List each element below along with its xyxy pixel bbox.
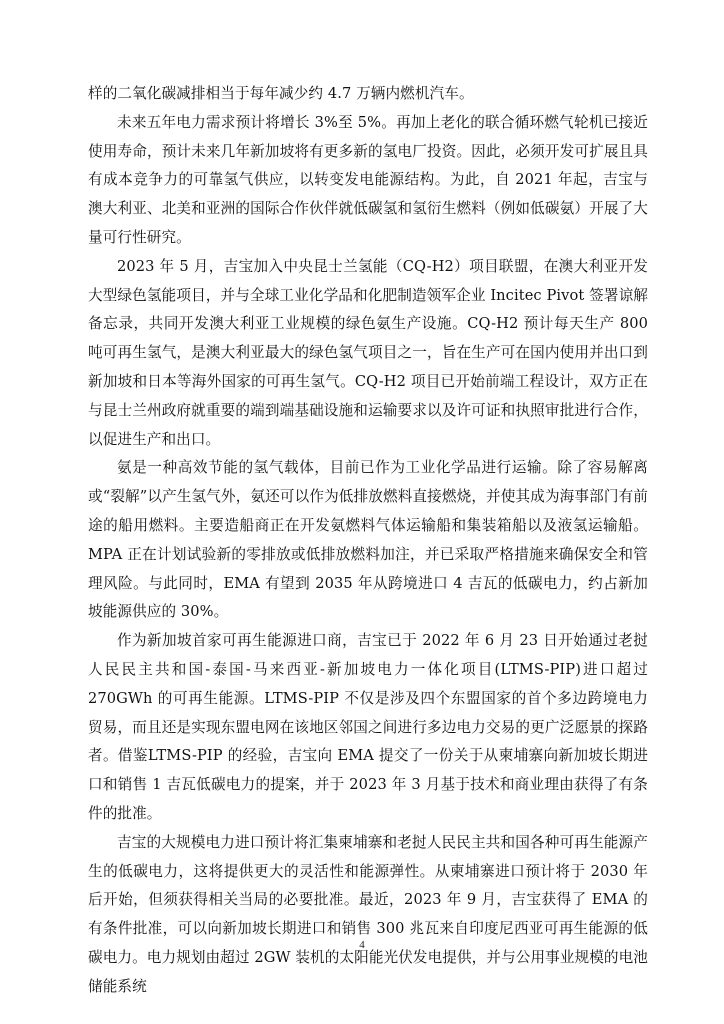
paragraph-ammonia: 氨是一种高效节能的氢气载体，目前已作为工业化学品进行运输。除了容易解离或“裂解”以产生氢气外，氨还可以作为低排放燃料直接燃烧，并使其成为海事部门有前途的船用燃料。主要造船商正在开发氨燃料气体运输船和集装箱船以及液氢运输船。MPA 正在计划试验新的零排放或低排放燃料加注，并已采取严格措施来确保安全和管理风险。与此同时，EMA 有望到 2035 年从跨境进口 4 吉瓦的低碳电力，约占新加坡能源供应的 30%。 [88,459,648,621]
paragraph-power-demand: 未来五年电力需求预计将增长 3%至 5%。再加上老化的联合循环燃气轮机已接近使用寿命，预计未来几年新加坡将有更多新的氢电厂投资。因此，必须开发可扩展且具有成本竞争力的可靠氢气供应，以转变发电能源结构。为此，自 2021 年起，吉宝与澳大利亚、北美和亚洲的国际合作伙伴就低碳氢和氢衍生燃料（例如低碳氨）开展了大量可行性研究。 [88,113,648,246]
page-number: 4 [359,939,365,951]
document-body [88,80,648,1002]
paragraph-power-import: 吉宝的大规模电力进口预计将汇集柬埔寨和老挝人民民主共和国各种可再生能源产生的低碳电力，这将提供更大的灵活性和能源弹性。从柬埔寨进口预计将于 2030 年后开始，但须获得相关当局的必要批准。最近，2023 年 9 月，吉宝获得了 EMA 的有条件批准，可以向新加坡长期进口和销售 300 兆瓦来自印度尼西亚可再生能源的低碳电力。电力规划由超过 2GW 装机的太阳能光伏发电提供，并与公用事业规模的电池储能系统 [88,833,649,995]
paragraph-ltms-pip: 作为新加坡首家可再生能源进口商，吉宝已于 2022 年 6 月 23 日开始通过老挝人民民主共和国-泰国-马来西亚-新加坡电力一体化项目(LTMS-PIP)进口超过 270GWh 的可再生能源。LTMS-PIP 不仅是涉及四个东盟国家的首个多边跨境电力贸易，而且还是实现东盟电网在该地区邻国之间进行多边电力交易的更广泛愿景的探路者。借鉴LTMS-PIP 的经验，吉宝向 EMA 提交了一份关于从柬埔寨向新加坡长期进口和销售 1 吉瓦低碳电力的提案，并于 2023 年 3 月基于技术和商业理由获得了有条件的批准。 [88,632,648,822]
paragraph-continuation: 样的二氧化碳减排相当于每年减少约 4.7 万辆内燃机汽车。 [88,85,474,102]
paragraph-cq-h2: 2023 年 5 月，吉宝加入中央昆士兰氢能（CQ-H2）项目联盟，在澳大利亚开发大型绿色氢能项目，并与全球工业化学品和化肥制造领军企业 Incitec Pivot 签署谅解备忘录，共同开发澳大利亚工业规模的绿色氨生产设施。CQ-H2 预计每天生产 800 吨可再生氢气，是澳大利亚最大的绿色氢气项目之一，旨在生产可在国内使用并出口到新加坡和日本等海外国家的可再生氢气。CQ-H2 项目已开始前端工程设计，双方正在与昆士兰州政府就重要的端到端基础设施和运输要求以及许可证和执照审批进行合作，以促进生产和出口。 [88,257,648,448]
